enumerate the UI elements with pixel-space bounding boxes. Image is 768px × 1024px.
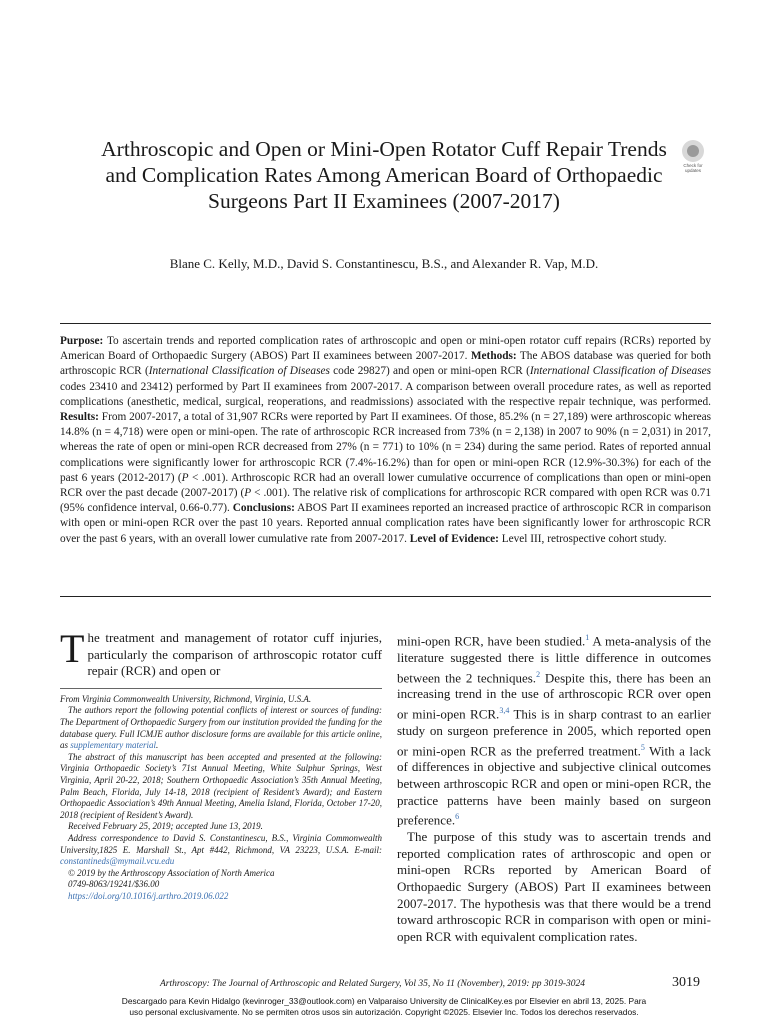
download-notice-line: Descargado para Kevin Hidalgo (kevinroger_33@outlook.com) en Valparaiso University de ClinicalKey.es por Elsevier en abril 13, 2025. Para: [121, 996, 647, 1006]
footnote-divider: [60, 688, 382, 689]
icd-term: International Classification of Diseases: [529, 365, 711, 378]
left-column: [60, 626, 382, 902]
check-for-updates-badge[interactable]: [680, 140, 706, 173]
intro-continued-paragraph: mini-open RCR, have been studied.$^1$ A meta-analysis of the literature suggested there is little difference in outcomes between the 2 techniques.$^2$ Despite this, there has been an increasing trend in the use of arthroscopic RCR over open or mini-open RCR.$^{3,4}$ This is in sharp contrast to an earlier study on surgeon preference in 2005, which reported open or mini-open RCR as the preferred treatment.$^5$ With a lack of differences in objective and subjective clinical outcomes between arthroscopic RCR and open or mini-open RCR, the practice patterns have been mainly based on surgeon preference.$^6$: [397, 633, 711, 828]
p-symbol: P: [244, 487, 252, 500]
journal-citation: Arthroscopy: The Journal of Arthroscopic and Related Surgery, Vol 35, No 11 (November), 2019: pp 3019-3024: [160, 979, 585, 989]
copyright-note: © 2019 by the Arthroscopy Association of North America: [68, 867, 275, 878]
affiliation-note: From Virginia Commonwealth University, Richmond, Virginia, U.S.A.: [60, 693, 312, 704]
methods-text: The ABOS database was queried for both arthroscopic RCR (: [60, 350, 711, 378]
purpose-label: Purpose:: [60, 335, 104, 347]
reference-link[interactable]: 1: [585, 633, 590, 642]
conclusions-label: Conclusions:: [232, 502, 295, 515]
methods-text: codes 23410 and 23412) performed by Part II examinees from 2007-2017. A comparison between overall procedure rates, as well as reported complications (anesthetic, medical, surgical, reoperations, and readmissions) associated with the respective repair technique, was performed.: [60, 380, 711, 408]
download-notice-line: uso personal exclusivamente. No se permiten otros usos sin autorización. Copyright ©2025. Elsevier Inc. Todos los derechos reservados.: [129, 1007, 639, 1017]
purpose-text: To ascertain trends and reported complication rates of arthroscopic and open or mini-open rotator cuff repairs (RCRs) reported by American Board of Orthopaedic Surgery (ABOS) Part II examinees between 2007-2017.: [60, 335, 712, 363]
methods-label: Methods:: [470, 350, 517, 363]
abstract-bottom-rule: [60, 596, 711, 597]
right-column: [397, 630, 711, 945]
level-of-evidence-label: Level of Evidence:: [409, 532, 499, 545]
author-list: Blane C. Kelly, M.D., David S. Constantinescu, B.S., and Alexander R. Vap, M.D.: [169, 256, 599, 271]
presentation-note: The abstract of this manuscript has been accepted and presented at the following: Virginia Orthopaedic Society’s 71st Annual Meeting, White Sulphur Springs, West Virginia, April 20-22, 2018; Southern Orthopaedic Association’s 35th Annual Meeting, Palm Beach, Florida, July 14-18, 2018 (recipient of Resident’s Award); and Eastern Orthopaedic Association’s 49th Annual Meeting, Amelia Island, Florida, October 17-20, 2018 (recipient of Resident’s Award).: [60, 751, 382, 820]
doi-link[interactable]: https://doi.org/10.1016/j.arthro.2019.06.022: [68, 890, 229, 901]
conflicts-note: The authors report the following potential conflicts of interest or sources of funding: The Department of Orthopaedic Surgery from our institution provided the funding for the database query. Full ICMJE author disclosure forms are available for this article online, as supplementary material.: [60, 705, 382, 751]
doi-link-row: [60, 891, 382, 903]
article-title: Arthroscopic and Open or Mini-Open Rotator Cuff Repair Trends and Complication Rates Among American Board of Orthopaedic Surgeons Part II Examinees (2007-2017): [101, 137, 667, 213]
p-symbol: P: [181, 471, 189, 484]
reference-link[interactable]: 5: [640, 742, 645, 752]
email-link[interactable]: constantineds@mymail.vcu.edu: [60, 856, 175, 867]
drop-cap: T: [60, 626, 85, 671]
level-of-evidence-text: Level III, retrospective cohort study.: [501, 532, 667, 545]
icd-term: International Classification of Diseases: [148, 365, 330, 378]
check-for-updates-icon: [682, 140, 704, 162]
page-number: 3019: [672, 975, 700, 990]
abstract-top-rule: [60, 323, 711, 324]
methods-text: code 29827) and open or mini-open RCR (: [333, 365, 530, 378]
reference-link[interactable]: 3,4: [499, 706, 510, 716]
results-label: Results:: [60, 411, 99, 424]
results-text: < .001). Arthroscopic RCR had an overall lower cumulative occurrence of complications than open or mini-open RCR over the past decade (2007-2017) (: [60, 471, 711, 500]
conclusions-text: ABOS Part II examinees reported an increased practice of arthroscopic RCR in comparison with open or mini-open RCR over the past 10 years. Reported annual complication rates have been significantly lower for arthroscopic RCR over the past 6 years, with an overall lower cumulative rate from 2007-2017.: [60, 502, 712, 545]
results-text: < .001). The relative risk of complications for arthroscopic RCR compared with open RCR was 0.71 (95% confidence interval, 0.66-0.77).: [60, 487, 711, 515]
results-text: From 2007-2017, a total of 31,907 RCRs were reported by Part II examinees. Of those, 85.2% (n = 27,189) were arthroscopic whereas 14.8% (n = 4,718) were open or mini-open. The rate of arthroscopic RCR increased from 73% (n = 2,138) in 2007 to 90% (n = 2,031) in 2017, whereas the rate of open or mini-open RCR decreased from 27% (n = 771) to 10% (n = 234) during the same period. Rates of reported annual complications were significantly lower for arthroscopic RCR (7.4%-16.2%) than for open or mini-open RCR (12.9%-30.3%) for each of the past 6 years (2012-2017) (: [60, 411, 712, 484]
issn-note: 0749-8063/19241/$36.00: [68, 879, 160, 890]
abstract: [60, 334, 711, 547]
reference-link[interactable]: 6: [455, 812, 460, 822]
intro-text: he treatment and management of rotator cuff injuries, particularly the comparison of arthroscopic rotator cuff repair (RCR) and open or: [87, 630, 382, 679]
purpose-paragraph: The purpose of this study was to ascertain trends and reported complication rates of arthroscopic and open or mini-open RCRs reported by American Board of Orthopaedic Surgery (ABOS) Part II examinees between 2007-2017. The hypothesis was that there would be a trend toward arthroscopic RCR in comparison with open or mini-open RCR with equivalent complication rates.: [397, 829, 711, 944]
received-note: Received February 25, 2019; accepted June 13, 2019.: [68, 821, 263, 832]
intro-paragraph: [60, 626, 382, 680]
download-notice: [80, 996, 688, 1018]
check-for-updates-label: Check for updates: [683, 163, 703, 173]
reference-link[interactable]: 2: [536, 669, 541, 679]
correspondence-note: Address correspondence to David S. Constantinescu, B.S., Virginia Commonwealth University,1825 E. Marshall St., Apt #442, Richmond, VA 23223, U.S.A. E-mail: constantineds@mymail.vcu.edu: [60, 832, 382, 867]
supplementary-material-link[interactable]: supplementary material: [70, 740, 157, 751]
